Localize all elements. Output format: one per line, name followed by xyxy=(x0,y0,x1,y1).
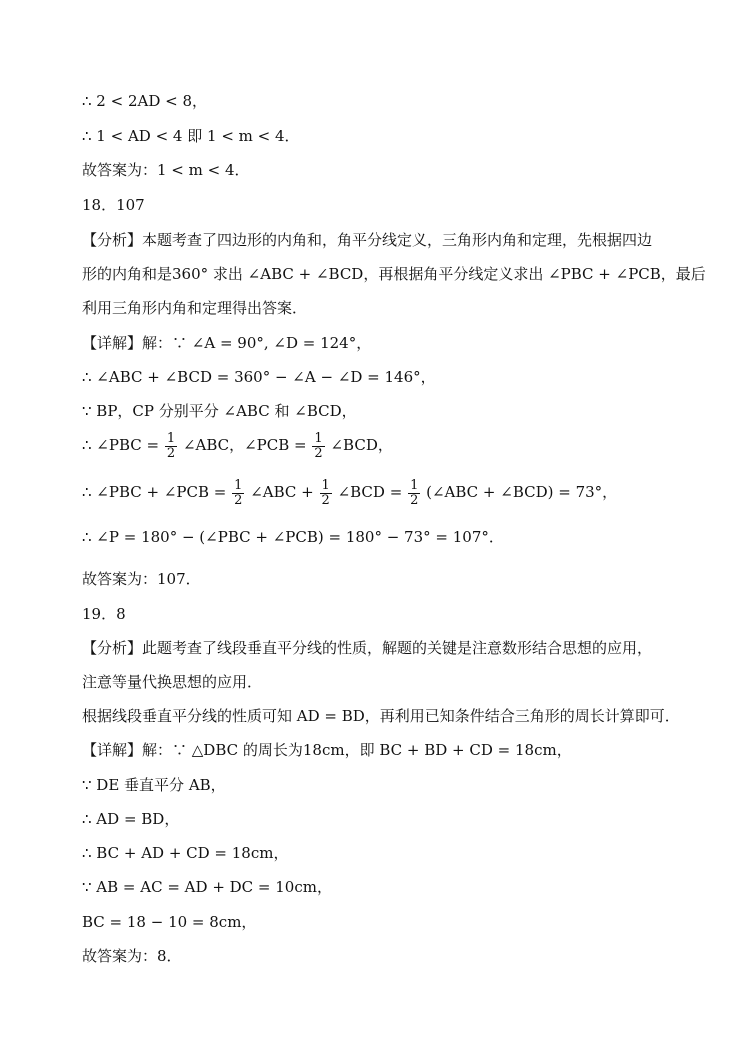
analysis-line: 利用三角形内角和定理得出答案． xyxy=(82,299,308,317)
question-number-19: 19．8 xyxy=(82,605,126,623)
solution-line: ∴ ∠ABC + ∠BCD = 360° − ∠A − ∠D = 146°， xyxy=(82,368,436,386)
analysis-line: 根据线段垂直平分线的性质可知 AD = BD，再利用已知条件结合三角形的周长计算即可． xyxy=(82,707,680,725)
solution-line: BC = 18 − 10 = 8cm， xyxy=(82,913,257,931)
text-line: ∴ 2 < 2AD < 8， xyxy=(82,92,208,110)
analysis-line: 【分析】本题考查了四边形的内角和，角平分线定义，三角形内角和定理，先根据四边 xyxy=(82,231,653,249)
fraction: $\frac{1}{2}$ xyxy=(166,430,176,461)
fraction: $\frac{1}{2}$ xyxy=(314,430,323,461)
solution-line: 【详解】解：∵ △DBC 的周长为18cm，即 BC + BD + CD = 18cm， xyxy=(82,741,572,759)
fraction: $\frac{1}{2}$ xyxy=(234,477,243,508)
answer-line: 故答案为：8． xyxy=(82,947,182,965)
fraction-line: ∴ ∠PBC + ∠PCB = $\frac{1}{2}$ ∠ABC + $\frac{1}{2}$ ∠BCD = $\frac{1}{2}$ (∠ABC + ∠BCD) = 73°， xyxy=(82,477,618,508)
solution-line: 【详解】解：∵ ∠A = 90°, ∠D = 124°， xyxy=(82,334,372,352)
fraction: $\frac{1}{2}$ xyxy=(321,477,330,508)
text-line: ∴ 1 < AD < 4 即 1 < m < 4． xyxy=(82,127,300,145)
question-number-18: 18．107 xyxy=(82,196,145,214)
analysis-line: 形的内角和是360° 求出 ∠ABC + ∠BCD，再根据角平分线定义求出 ∠PBC + ∠PCB，最后 xyxy=(82,265,706,283)
fraction: $\frac{1}{2}$ xyxy=(410,477,419,508)
answer-line: 故答案为：107． xyxy=(82,570,201,588)
solution-line: ∴ BC + AD + CD = 18cm， xyxy=(82,844,289,862)
text-line: 故答案为：1 < m < 4． xyxy=(82,161,250,179)
solution-line: ∵ DE 垂直平分 AB， xyxy=(82,776,226,794)
analysis-line: 【分析】此题考查了线段垂直平分线的性质，解题的关键是注意数形结合思想的应用， xyxy=(82,639,653,657)
fraction-line: ∴ ∠PBC = $\frac{1}{2}$ ∠ABC，∠PCB = $\frac{1}{2}$ ∠BCD， xyxy=(82,430,393,461)
solution-line: ∴ ∠P = 180° − (∠PBC + ∠PCB) = 180° − 73° = 107°． xyxy=(82,528,504,546)
solution-line: ∵ AB = AC = AD + DC = 10cm， xyxy=(82,878,332,896)
solution-line: ∵ BP，CP 分别平分 ∠ABC 和 ∠BCD， xyxy=(82,402,357,420)
solution-line: ∴ AD = BD， xyxy=(82,810,180,828)
analysis-line: 注意等量代换思想的应用． xyxy=(82,673,263,691)
